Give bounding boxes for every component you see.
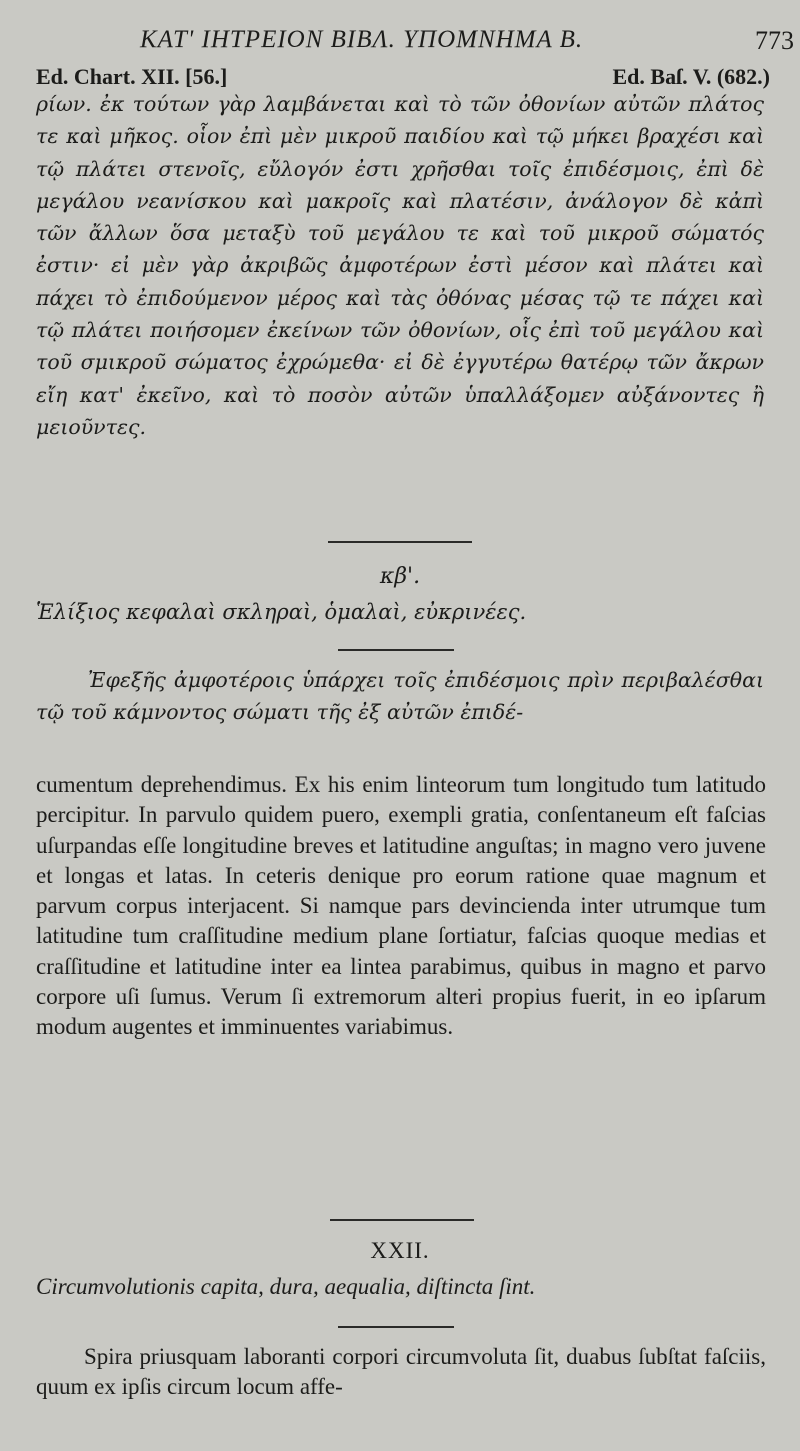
greek-section-number: κβ'. [379,564,421,589]
latin-section-title: Circumvolutionis capita, dura, aequalia, diſtincta ſint. [36,1274,536,1299]
greek-paragraph-2: Ἐφεξῆς ἀμφοτέροις ὑπάρχει τοῖς ἐπιδέσμοις πρὶν περιβαλέσθαι τῷ τοῦ κάμνοντος σώματι τῆς ἐξ αὐτῶν ἐπιδέ- [36,668,764,725]
title-divider-rule [338,1326,454,1328]
latin-paragraph-2: Spira priusquam laboranti corpori circumvoluta ſit, duabus ſubſtat faſciis, quum ex ipſis circum locum affe- [36,1344,766,1400]
title-divider-rule [338,649,454,651]
edition-reference-right: Ed. Baſ. V. (682.) [612,64,770,89]
section-divider-rule [330,1219,474,1221]
greek-paragraph-1: ρίων. ἐκ τούτων γὰρ λαμβάνεται καὶ τὸ τῶν ὀθονίων αὐτῶν πλάτος τε καὶ μῆκος. οἷον ἐπὶ μὲν μικροῦ παιδίου καὶ τῷ μήκει βραχέσι καὶ τῷ πλάτει στενοῖς, εὔλογόν ἐστι χρῆσθαι τοῖς ἐπιδέσμοις, ἐπὶ δὲ μεγάλου νεανίσκου καὶ μακροῖς καὶ πλατέσιν, ἀνάλογον δὲ κἀπὶ τῶν ἄλλων ὅσα μεταξὺ τοῦ μεγάλου τε καὶ τοῦ μικροῦ σώματός ἐστιν· εἰ μὲν γὰρ ἀκριβῶς ἀμφοτέρων ἐστὶ μέσον καὶ πλάτει καὶ πάχει τὸ ἐπιδούμενον μέρος καὶ τὰς ὀθόνας μέσας τῷ τε πάχει καὶ τῷ πλάτει ποιήσομεν ἐκείνων τῶν ὀθονίων, οἷς ἐπὶ τοῦ μεγάλου καὶ τοῦ σμικροῦ σώματος ἐχρώμεθα· εἰ δὲ ἐγγυτέρω θατέρῳ τῶν ἄκρων εἴη κατ' ἐκεῖνο, καὶ τὸ ποσὸν αὐτῶν ὑπαλλάξομεν αὐξάνοντες ἢ μειοῦντες. [36,92,764,439]
latin-section-number: XXII. [370,1238,430,1263]
edition-reference-left: Ed. Chart. XII. [56.] [36,64,228,89]
running-head: ΚΑΤ' ΙΗΤΡΕΙΟΝ ΒΙΒΛ. ΥΠΟΜΝΗΜΑ Β. [140,26,584,53]
section-divider-rule [328,541,472,543]
greek-section-title: Ἑλίξιος κεφαλαὶ σκληραὶ, ὁμαλαὶ, εὐκρινέες. [36,600,527,624]
latin-paragraph-1: cumentum deprehendimus. Ex his enim linteorum tum longitudo tum latitudo percipitur. In parvulo quidem puero, exempli gratia, conſentaneum eſt faſcias uſurpandas eſſe longitudine breves et latitudine anguſtas; in magno vero juvene et longas et latas. In ceteris denique pro eorum ratione quae magnum et parvum corpus interjacent. Si namque pars devincienda inter utrumque tum latitudine tum craſſitudine medium plane ſortiatur, faſcias quoque medias et craſſitudine et latitudine inter ea lintea parabimus, quibus in magno et parvo corpore uſi ſumus. Verum ſi extremorum alteri propius fuerit, in eo ipſarum modum augentes et imminuentes variabimus. [36,772,766,1040]
page-number: 773 [755,26,794,55]
